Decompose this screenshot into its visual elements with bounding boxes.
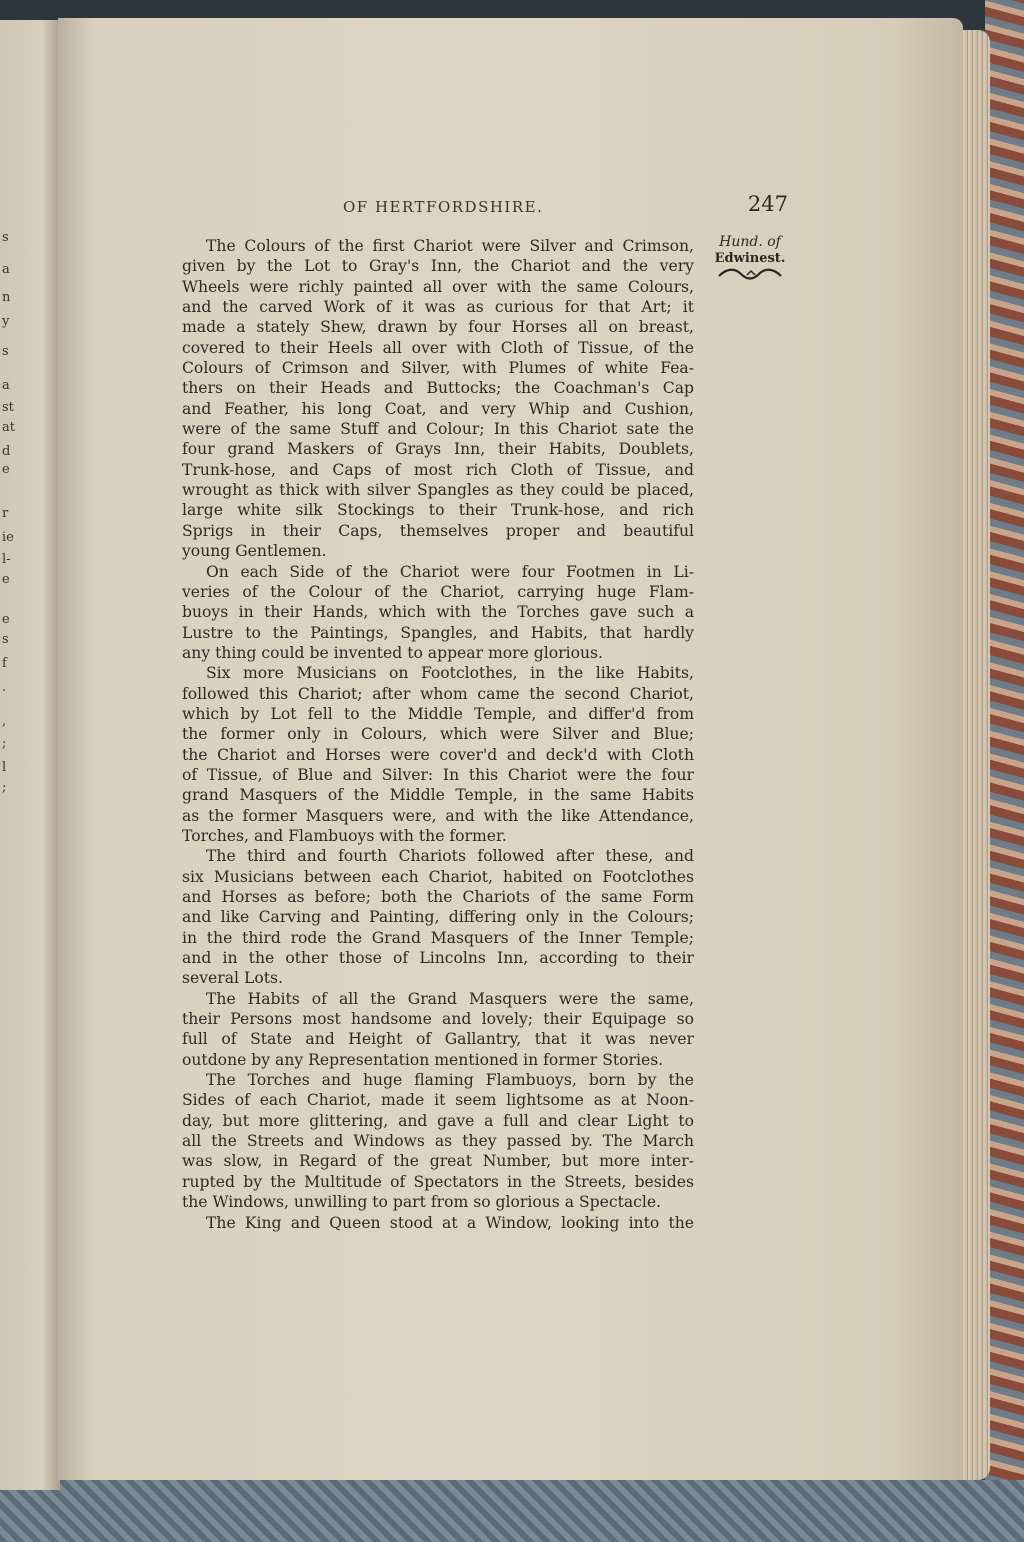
text-line: were of the same Stuff and Colour; In this Chariot sate the — [182, 420, 694, 439]
previous-page-fragment: r — [2, 506, 9, 521]
text-line: buoys in their Hands, which with the Torches gave such a — [182, 603, 694, 622]
previous-page-fragment: ie — [2, 530, 14, 545]
text-line: grand Masquers of the Middle Temple, in the same Habits — [182, 786, 694, 805]
previous-page-fragment: e — [2, 612, 10, 627]
previous-page-fragment: l- — [2, 552, 11, 567]
previous-page-fragment: s — [2, 230, 9, 245]
text-line: four grand Maskers of Grays Inn, their Habits, Doublets, — [182, 440, 694, 459]
text-line: outdone by any Representation mentioned in former Stories. — [182, 1050, 664, 1069]
previous-page-text-fragments — [2, 20, 16, 1490]
text-line: Trunk-hose, and Caps of most rich Cloth of Tissue, and — [182, 460, 694, 479]
text-line: given by the Lot to Gray's Inn, the Chariot and the very — [182, 257, 694, 276]
previous-page-fragment: ; — [2, 780, 7, 795]
text-line: was slow, in Regard of the great Number, but more inter- — [182, 1152, 694, 1171]
text-line: Sides of each Chariot, made it seem lightsome as at Noon- — [182, 1091, 694, 1110]
text-line: their Persons most handsome and lovely; their Equipage so — [182, 1010, 694, 1029]
previous-page-fragment: s — [2, 344, 9, 359]
text-line: The Colours of the first Chariot were Silver and Crimson, — [206, 237, 694, 255]
text-line: wrought as thick with silver Spangles as they could be placed, — [182, 481, 694, 500]
text-line: veries of the Colour of the Chariot, carrying huge Flam- — [182, 582, 694, 601]
running-head: OF HERTFORDSHIRE. — [343, 198, 544, 216]
previous-page-fragment: e — [2, 462, 10, 477]
body-text — [182, 236, 702, 1246]
text-line: Wheels were richly painted all over with the same Colours, — [182, 277, 694, 296]
text-line: On each Side of the Chariot were four Footmen in Li- — [206, 562, 694, 581]
previous-page-fragment: l — [2, 760, 7, 775]
text-line: The King and Queen stood at a Window, looking into the — [206, 1213, 694, 1232]
previous-page-edge — [0, 20, 60, 1490]
text-line: several Lots. — [182, 969, 283, 988]
previous-page-fragment: n — [2, 290, 11, 305]
text-line: the former only in Colours, which were Silver and Blue; — [182, 725, 694, 744]
text-line: made a stately Shew, drawn by four Horses all on breast, — [182, 318, 694, 337]
previous-page-fragment: a — [2, 262, 10, 277]
text-line: young Gentlemen. — [182, 542, 327, 561]
text-line: day, but more glittering, and gave a full and clear Light to — [182, 1111, 694, 1130]
previous-page-fragment: d — [2, 444, 11, 459]
previous-page-fragment: y — [2, 314, 10, 329]
previous-page-fragment: st — [2, 400, 14, 415]
flourish-ornament — [717, 266, 783, 282]
previous-page-fragment: e — [2, 572, 10, 587]
text-line: in the third rode the Grand Masquers of the Inner Temple; — [182, 928, 694, 947]
page-number: 247 — [747, 192, 788, 216]
text-line: rupted by the Multitude of Spectators in the Streets, besides — [182, 1172, 694, 1191]
text-line: large white silk Stockings to their Trunk-hose, and rich — [182, 501, 694, 520]
fabric-background-right — [985, 0, 1024, 1542]
text-line: the Chariot and Horses were cover'd and deck'd with Cloth — [182, 745, 694, 764]
text-line: all the Streets and Windows as they passed by. The March — [182, 1132, 694, 1151]
margin-note-line-1: Hund. of — [719, 234, 781, 250]
previous-page-fragment: ; — [2, 736, 7, 751]
text-line: any thing could be invented to appear more glorious. — [182, 643, 604, 662]
margin-note-line-2: Edwinest. — [714, 251, 786, 266]
text-line: which by Lot fell to the Middle Temple, and differ'd from — [182, 704, 694, 723]
text-line: The third and fourth Chariots followed after these, and — [206, 847, 694, 866]
text-line: and like Carving and Painting, differing only in the Colours; — [182, 908, 694, 927]
text-line: Torches, and Flambuoys with the former. — [182, 826, 507, 845]
text-line: Lustre to the Paintings, Spangles, and Habits, that hardly — [182, 623, 694, 642]
text-line: and Feather, his long Coat, and very Whip and Cushion, — [182, 399, 694, 418]
text-line: Six more Musicians on Footclothes, in the like Habits, — [206, 664, 694, 683]
previous-page-fragment: s — [2, 632, 9, 647]
previous-page-fragment: f — [2, 656, 7, 671]
text-line: full of State and Height of Gallantry, that it was never — [182, 1030, 694, 1049]
text-line: as the former Masquers were, and with the like Attendance, — [182, 806, 694, 825]
text-line: thers on their Heads and Buttocks; the Coachman's Cap — [182, 379, 694, 398]
text-line: followed this Chariot; after whom came the second Chariot, — [182, 684, 694, 703]
previous-page-fragment: at — [2, 420, 15, 435]
text-line: Colours of Crimson and Silver, with Plumes of white Fea- — [182, 359, 694, 378]
text-line: and the carved Work of it was as curious for that Art; it — [182, 298, 694, 317]
previous-page-fragment: a — [2, 378, 10, 393]
text-line: and in the other those of Lincolns Inn, according to their — [182, 949, 694, 968]
text-line: the Windows, unwilling to part from so glorious a Spectacle. — [182, 1193, 662, 1212]
text-line: six Musicians between each Chariot, habited on Footclothes — [182, 867, 694, 886]
text-line: and Horses as before; both the Chariots of the same Form — [182, 888, 694, 906]
text-line: The Torches and huge flaming Flambuoys, born by the — [206, 1071, 694, 1090]
text-line: of Tissue, of Blue and Silver: In this Chariot were the four — [182, 765, 694, 784]
text-line: Sprigs in their Caps, themselves proper and beautiful — [182, 521, 694, 540]
text-line: covered to their Heels all over with Cloth of Tissue, of the — [182, 338, 694, 357]
text-line: The Habits of all the Grand Masquers were the same, — [206, 989, 694, 1008]
previous-page-fragment: . — [2, 680, 7, 695]
fabric-background-bottom — [0, 1480, 1024, 1542]
previous-page-fragment: , — [2, 714, 7, 729]
